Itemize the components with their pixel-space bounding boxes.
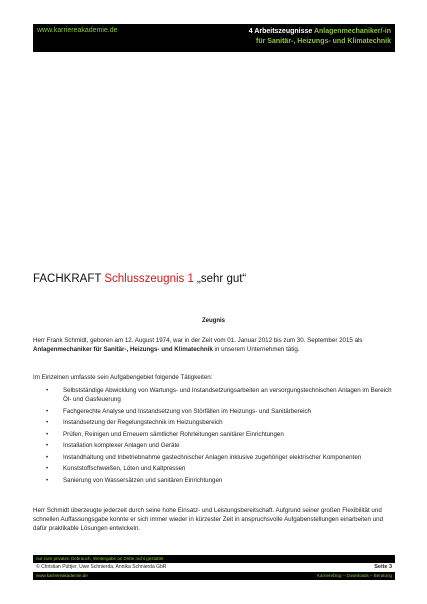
bullet-icon: •	[46, 442, 49, 450]
tasks-intro: Im Einzelnen umfasste sein Aufgabengebiet folgende Tätigkeiten:	[33, 374, 213, 381]
bullet-icon: •	[46, 476, 49, 484]
intro-paragraph	[33, 336, 395, 354]
header-title-accent: Anlagenmechaniker/-in	[313, 28, 391, 35]
section-heading-highlight: Schlusszeugnis 1	[104, 273, 194, 285]
bullet-icon: •	[46, 453, 49, 461]
bullet-icon: •	[46, 407, 49, 415]
bullet-icon: •	[46, 465, 49, 473]
task-text: Selbstständige Abwicklung von Wartungs- und Instandsetzungsarbeiten an versorgungstechnischen Anlagen im Bereich Öl- und Gasfeuerung	[63, 387, 392, 404]
list-item	[33, 441, 395, 450]
task-text: Fachgerechte Analyse und Instandsetzung von Störfällen im Heizungs- und Sanitärbereich	[63, 407, 311, 415]
footer-links[interactable]: Karriereblog – Downloads – Beratung	[316, 573, 392, 578]
task-text: Prüfen, Reinigen und Erneuern sämtlicher Rohrleitungen sanitärer Einrichtungen	[63, 430, 284, 438]
task-text: Installation komplexer Anlagen und Geräte	[63, 442, 180, 450]
list-item	[33, 464, 395, 473]
list-item	[33, 453, 395, 462]
header-title-line2: für Sanitär-, Heizungs- und Klimatechnik	[256, 38, 391, 45]
task-list	[33, 386, 395, 487]
bullet-icon: •	[46, 419, 49, 427]
bullet-icon: •	[46, 387, 49, 394]
closing-paragraph: Herr Schmidt überzeugte jederzeit durch seine hohe Einsatz- und Leistungsbereitschaft. Aufgrund seiner großen Flexibilität und schnellen Auffassungsgabe konnte er sich immer wieder in kürzester Zeit in anspruchsvolle Aufgabenstellungen einarbeiten und dafür praktikable Lösungen entwickeln.	[33, 507, 384, 533]
list-item	[33, 386, 395, 404]
page-number: Seite 3	[374, 564, 392, 570]
page-footer	[33, 555, 395, 580]
header-title-prefix: 4 Arbeitszeugnisse	[248, 28, 314, 35]
task-text: Instandsetzung der Regelungstechnik im Heizungsbereich	[63, 419, 223, 427]
footer-links-row	[33, 572, 395, 580]
header-site-url[interactable]: www.karriereakademie.de	[37, 27, 118, 34]
section-heading-prefix: FACHKRAFT	[33, 273, 105, 285]
list-item	[33, 430, 395, 439]
footer-notice: nur zum privaten Gebrauch, Weitergabe an Dritte nicht gestattet	[33, 555, 395, 563]
footer-copyright-row	[33, 563, 395, 572]
list-item	[33, 418, 395, 427]
intro-job-title: Anlagenmechaniker für Sanitär-, Heizungs- und Klimatechnik	[33, 346, 213, 354]
list-item	[33, 407, 395, 416]
page-header	[33, 24, 395, 52]
section-heading-suffix: „sehr gut“	[193, 273, 247, 285]
document-title: Zeugnis	[201, 318, 225, 324]
section-heading	[33, 273, 246, 285]
task-text: Sanierung von Wassersätzen und sanitären Einrichtungen	[63, 476, 223, 484]
bullet-icon: •	[46, 430, 49, 438]
task-text: Kunststoffschweißen, Löten und Kaltpressen	[63, 465, 186, 473]
intro-text-2: in unserem Unternehmen tätig.	[212, 346, 300, 354]
header-title	[249, 27, 391, 47]
footer-site-url[interactable]: www.karriereakademie.de	[36, 573, 88, 578]
intro-text-1: Herr Frank Schmidt, geboren am 12. August 1974, war in der Zeit vom 01. Januar 2012 bis zum 30. September 2015 als	[33, 337, 363, 344]
list-item	[33, 476, 395, 485]
footer-copyright: © Christian Püttjer, Uwe Schnierda, Annika Schnierda GbR	[36, 564, 167, 570]
task-text: Instandhaltung und Inbetriebnahme gastechnischer Anlagen inklusive zugehöriger elektrischer Komponenten	[63, 453, 362, 461]
